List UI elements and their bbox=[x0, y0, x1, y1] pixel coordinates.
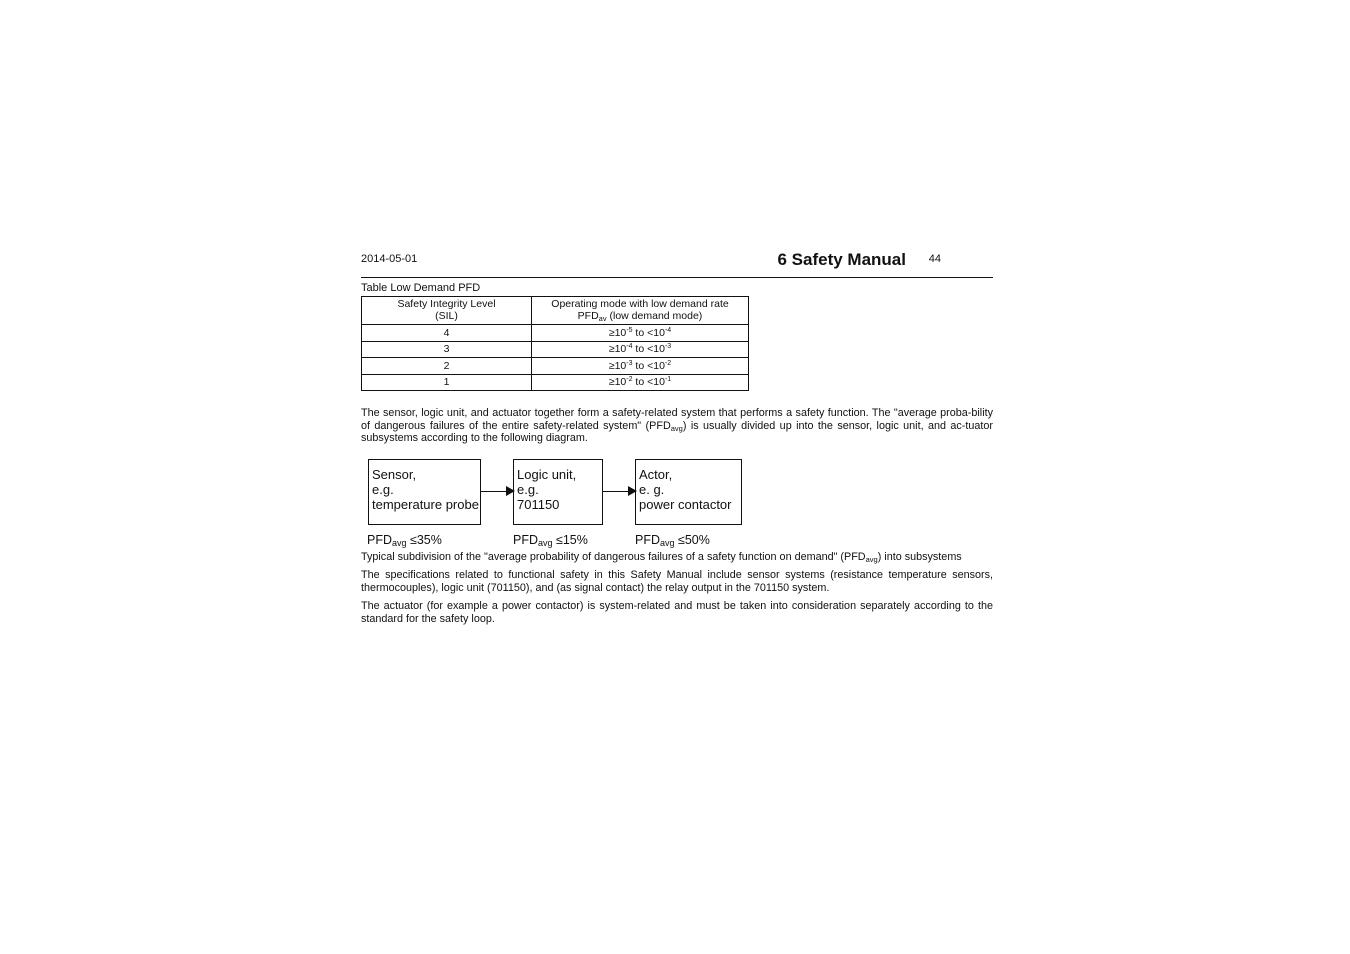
figure-caption: Typical subdivision of the "average probability of dangerous failures of a safety function on demand" $(PFD_{avg})$ into subsystems bbox=[361, 550, 962, 564]
logic-pfd-label: $PFD_{avg} \le 15\%$ bbox=[513, 532, 588, 548]
pfd-range-cell: $\ge 10^{-4}$ to $<10^{-3}$ bbox=[532, 341, 749, 358]
pfd-range-cell: $\ge 10^{-2}$ to $<10^{-1}$ bbox=[532, 374, 749, 391]
table-row bbox=[362, 358, 749, 375]
intro-paragraph: The sensor, logic unit, and actuator together form a safety-related system that performs a safety function. The "average proba-bility of dangerous failures of the entire safety-related system" $(PFD_{avg})$ is usually divided up into the sensor, logic unit, and ac-tuator subsystems according to the following diagram. bbox=[361, 407, 993, 444]
sensor-pfd-label: $PFD_{avg} \le 35\%$ bbox=[367, 532, 442, 548]
sensor-to-logic-arrow bbox=[481, 491, 514, 492]
sil-cell: 3 bbox=[362, 341, 532, 358]
logic-to-actor-arrow bbox=[603, 491, 636, 492]
mode-header: Operating mode with low demand rate $PFD_{av}$ (low demand mode) bbox=[532, 297, 749, 325]
actuator-paragraph: The actuator (for example a power contactor) is system-related and must be taken into consideration separately according to the standard for the safety loop. bbox=[361, 600, 993, 625]
sil-header: Safety Integrity Level (SIL) bbox=[362, 297, 532, 325]
table-header-row bbox=[362, 297, 749, 325]
sensor-box: Sensor, e.g. temperature probe bbox=[368, 459, 481, 525]
pfd-range-cell: $\ge 10^{-3}$ to $<10^{-2}$ bbox=[532, 358, 749, 375]
specs-paragraph: The specifications related to functional safety in this Safety Manual include sensor systems (resistance temperature sensors, thermocouples), logic unit (701150), and (as signal contact) the relay output in the 701150 system. bbox=[361, 569, 993, 594]
chapter-title: 6 Safety Manual bbox=[777, 250, 906, 269]
manual-page bbox=[361, 250, 993, 625]
pfd-range-cell: $\ge 10^{-5}$ to $<10^{-4}$ bbox=[532, 325, 749, 342]
table-caption: Table Low Demand PFD bbox=[361, 282, 481, 294]
table-row bbox=[362, 374, 749, 391]
page-header bbox=[361, 250, 993, 278]
header-date: 2014-05-01 bbox=[361, 253, 418, 265]
subsystem-diagram bbox=[361, 459, 993, 553]
table-row bbox=[362, 341, 749, 358]
page-number: 44 bbox=[928, 253, 941, 265]
table-row bbox=[362, 325, 749, 342]
sil-cell: 2 bbox=[362, 358, 532, 375]
logic-unit-box: Logic unit, e.g. 701150 bbox=[513, 459, 603, 525]
pfd-table bbox=[361, 296, 749, 391]
sil-cell: 1 bbox=[362, 374, 532, 391]
actor-pfd-label: $PFD_{avg} \le 50\%$ bbox=[635, 532, 710, 548]
sil-cell: 4 bbox=[362, 325, 532, 342]
actor-box: Actor, e. g. power contactor bbox=[635, 459, 742, 525]
